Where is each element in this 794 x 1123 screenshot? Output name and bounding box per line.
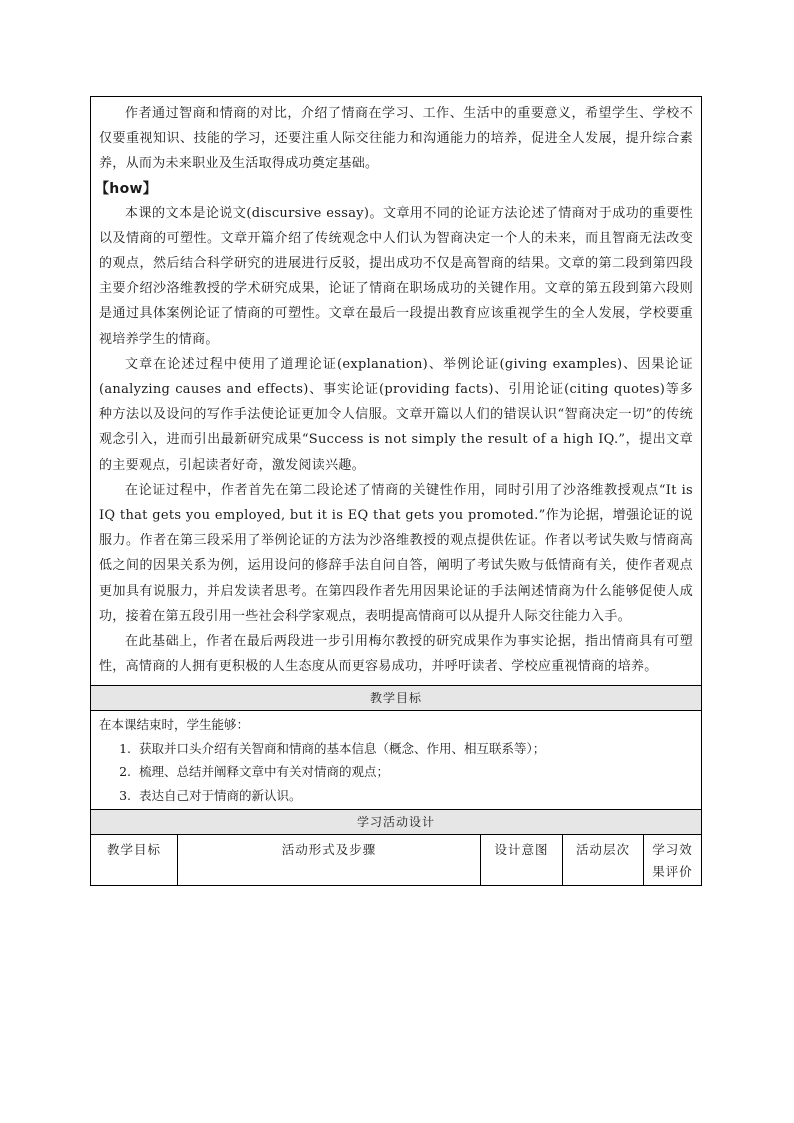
col-design-intent: 设计意图 [481,835,563,885]
analysis-paragraph-3: 在论证过程中，作者首先在第二段论述了情商的关键性作用，同时引用了沙洛维教授观点“It is IQ that gets you employed, but it is EQ that gets you promoted.”作为论据，增强论证的说服力。作者在第三段采用了举例论证的方法为沙洛维教授的观点提供佐证。作者以考试失败与情商高低之间的因果关系为例，运用设问的修辞手法自问自答，阐明了考试失败与低情商有关，使作者观点更加具有说服力，并启发读者思考。在第四段作者先用因果论证的手法阐述情商为什么能够促使人成功，接着在第五段引用一些社会科学家观点，表明提高情商可以从提升人际交往能力入手。 [99,482,693,624]
text-analysis-cell [91,97,701,686]
goal-item: 1. 获取并口头介绍有关智商和情商的基本信息（概念、作用、相互联系等）； [135,737,693,761]
intro-paragraph: 作者通过智商和情商的对比，介绍了情商在学习、工作、生活中的重要意义，希望学生、学校不仅要重视知识、技能的学习，还要注重人际交往能力和沟通能力的培养，促进全人发展，提升综合素养，从而为未来职业及生活取得成功奠定基础。 [99,106,693,172]
activity-header-row [91,835,701,885]
analysis-paragraph-2: 文章在论述过程中使用了道理论证(explanation)、举例论证(giving examples)、因果论证(analyzing causes and effects)、事实论证(providing facts)、引用论证(citing quotes)等多种方法以及设问的写作手法使论证更加令人信服。文章开篇以人们的错误认识“智商决定一切”的传统观念引入，进而引出最新研究成果“Success is not simply the result of a high IQ.”，提出文章的主要观点，引起读者好奇，激发阅读兴趣。 [99,356,693,473]
lesson-plan-table [90,96,702,886]
col-teaching-goal: 教学目标 [91,835,178,885]
goals-list [99,737,693,808]
col-activity-steps: 活动形式及步骤 [178,835,481,885]
goals-intro: 在本课结束时，学生能够： [99,717,250,733]
analysis-paragraph-4: 在此基础上，作者在最后两段进一步引用梅尔教授的研究成果作为事实论据，指出情商具有可塑性，高情商的人拥有更积极的人生态度从而更容易成功，并呼吁读者、学校应重视情商的培养。 [99,634,693,675]
goal-item: 3. 表达自己对于情商的新认识。 [135,784,693,808]
activity-design-header: 学习活动设计 [91,810,701,835]
how-heading: 【how】 [95,180,158,197]
goal-item: 2. 梳理、总结并阐释文章中有关对情商的观点； [135,760,693,784]
teaching-goals-header: 教学目标 [91,686,701,711]
col-activity-level: 活动层次 [563,835,644,885]
teaching-goals-cell [91,711,701,810]
analysis-paragraph-1: 本课的文本是论说文(discursive essay)。文章用不同的论证方法论述了情商对于成功的重要性以及情商的可塑性。文章开篇介绍了传统观念中人们认为智商决定一个人的未来，而且智商无法改变的观点，然后结合科学研究的进展进行反驳，提出成功不仅是高智商的结果。文章的第二段到第四段主要介绍沙洛维教授的学术研究成果，论证了情商在职场成功的关键作用。文章的第五段到第六段则是通过具体案例论证了情商的可塑性。文章在最后一段提出教育应该重视学生的全人发展，学校要重视培养学生的情商。 [99,205,693,347]
col-learning-evaluation: 学习效果评价 [652,842,693,880]
activity-design-table [91,835,701,885]
